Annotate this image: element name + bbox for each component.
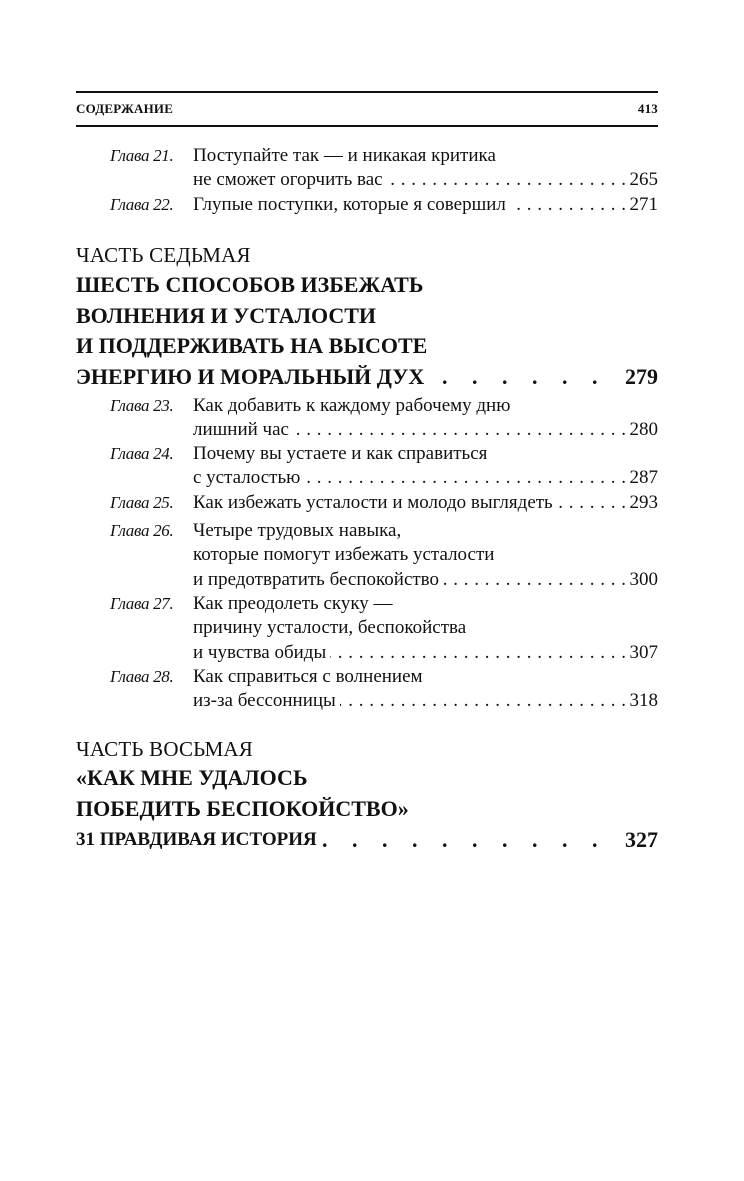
chapter-label: Глава 24. [110,444,174,463]
part-seven-title[interactable]: ШЕСТЬ СПОСОБОВ ИЗБЕЖАТЬ ВОЛНЕНИЯ И УСТАЛОСТИ И ПОДДЕРЖИВАТЬ НА ВЫСОТЕ . ЭНЕРГИЮ И МОРАЛЬНЫЙ ДУХ 279 [76,270,658,392]
part-eight-stories[interactable]: . 31 ПРАВДИВАЯ ИСТОРИЯ 327 [76,825,658,855]
chapter-label: Глава 21. [110,146,174,165]
chapter-label: Глава 22. [110,195,174,214]
chapter-page: 293 [627,491,659,515]
running-title: СОДЕРЖАНИЕ [76,101,174,116]
chapter-page: 265 [627,168,659,192]
header-top-rule [76,91,658,93]
chapter-label: Глава 28. [110,667,174,686]
part-eight-page: 327 [622,825,658,855]
part-seven-label: ЧАСТЬ СЕДЬМАЯ [76,243,251,267]
chapter-label: Глава 25. [110,493,174,512]
page-number: 413 [637,101,658,116]
chapter-label: Глава 27. [110,594,174,613]
chapter-page: 318 [627,689,659,713]
header-bottom-rule [76,125,658,127]
chapter-page: 271 [627,193,659,217]
part-seven-page: 279 [622,362,658,393]
part-eight-label: ЧАСТЬ ВОСЬМАЯ [76,737,254,761]
chapter-label: Глава 23. [110,396,174,415]
part-eight-title[interactable]: «КАК МНЕ УДАЛОСЬ ПОБЕДИТЬ БЕСПОКОЙСТВО» [76,763,658,824]
chapter-page: 307 [627,641,659,665]
chapter-page: 280 [627,418,659,442]
running-header [76,101,658,121]
chapter-label: Глава 26. [110,521,174,540]
chapter-page: 287 [627,466,659,490]
chapter-page: 300 [627,568,659,592]
